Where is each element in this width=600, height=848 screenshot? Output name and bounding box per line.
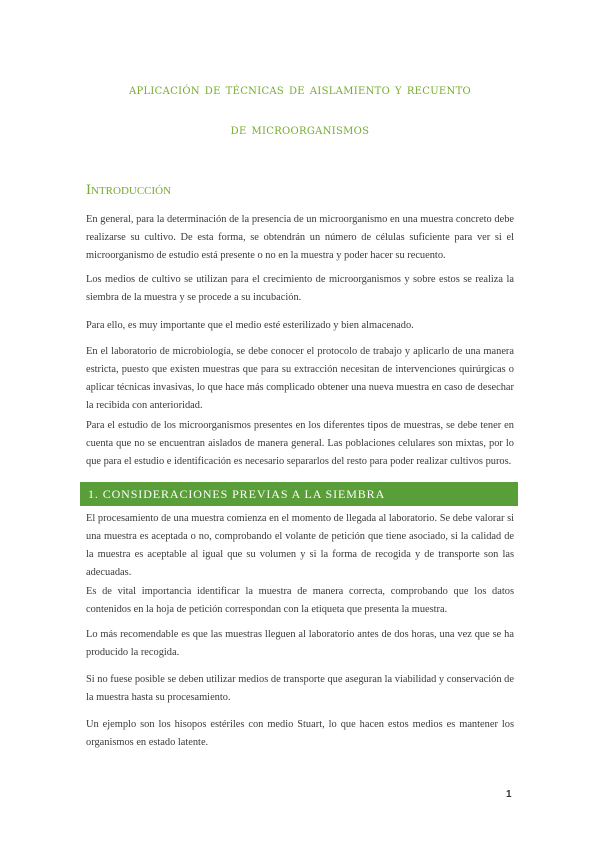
section-1-paragraph-5: Un ejemplo son los hisopos estériles con medio Stuart, lo que hacen estos medios es mantener los organismos en estado latente.	[86, 719, 514, 748]
intro-paragraph-1: En general, para la determinación de la presencia de un microorganismo en una muestra concreto debe realizarse su cultivo. De esta forma, se obtendrán un número de células suficiente para ver si el microorganismo de estudio está presente o no en la muestra y poder hacer su recuento.	[86, 214, 514, 261]
intro-paragraph-3: Para ello, es muy importante que el medio esté esterilizado y bien almacenado.	[86, 320, 414, 331]
document-title-line-1: aplicación de técnicas de aislamiento y recuento	[128, 82, 472, 98]
section-heading-band	[80, 482, 518, 506]
page-number: 1	[506, 789, 512, 800]
section-1-paragraph-1: El procesamiento de una muestra comienza en el momento de llegada al laboratorio. Se debe valorar si una muestra es aceptada o no, comprobando el volante de petición que tiene asociado, si la calidad de la muestra es aceptable al igual que su volumen y si la forma de recogida y de transporte son las adecuadas.	[86, 513, 514, 578]
intro-heading: Introducción	[86, 182, 172, 198]
intro-paragraph-4: En el laboratorio de microbiología, se debe conocer el protocolo de trabajo y aplicarlo de una manera estricta, puesto que existen muestras que para su extracción necesitan de intervenciones quirúrgicas o aplicar técnicas invasivas, lo que hace más complicado obtener una nueva muestra en caso de desechar la recibida con anterioridad.	[86, 346, 514, 411]
intro-paragraph-2: Los medios de cultivo se utilizan para el crecimiento de microorganismos y sobre estos se realiza la siembra de la muestra y se procede a su incubación.	[86, 274, 514, 303]
document-title-line-2: de microorganismos	[230, 122, 370, 138]
intro-paragraph-5: Para el estudio de los microorganismos presentes en los diferentes tipos de muestras, se debe tener en cuenta que no se encuentran aislados de manera general. Las poblaciones celulares son mixtas, por lo que para el estudio e identificación es necesario separarlos del resto para poder realizar cultivos puros.	[86, 420, 514, 467]
section-1-paragraph-4: Si no fuese posible se deben utilizar medios de transporte que aseguran la viabilidad y conservación de la muestra hasta su procesamiento.	[86, 674, 514, 703]
section-1-heading: 1. CONSIDERACIONES PREVIAS A LA SIEMBRA	[88, 487, 386, 501]
section-1-paragraph-2: Es de vital importancia identificar la muestra de manera correcta, comprobando que los datos contenidos en la hoja de petición correspondan con la etiqueta que presenta la muestra.	[86, 586, 514, 615]
section-1-paragraph-3: Lo más recomendable es que las muestras lleguen al laboratorio antes de dos horas, una vez que se ha producido la recogida.	[86, 629, 514, 658]
